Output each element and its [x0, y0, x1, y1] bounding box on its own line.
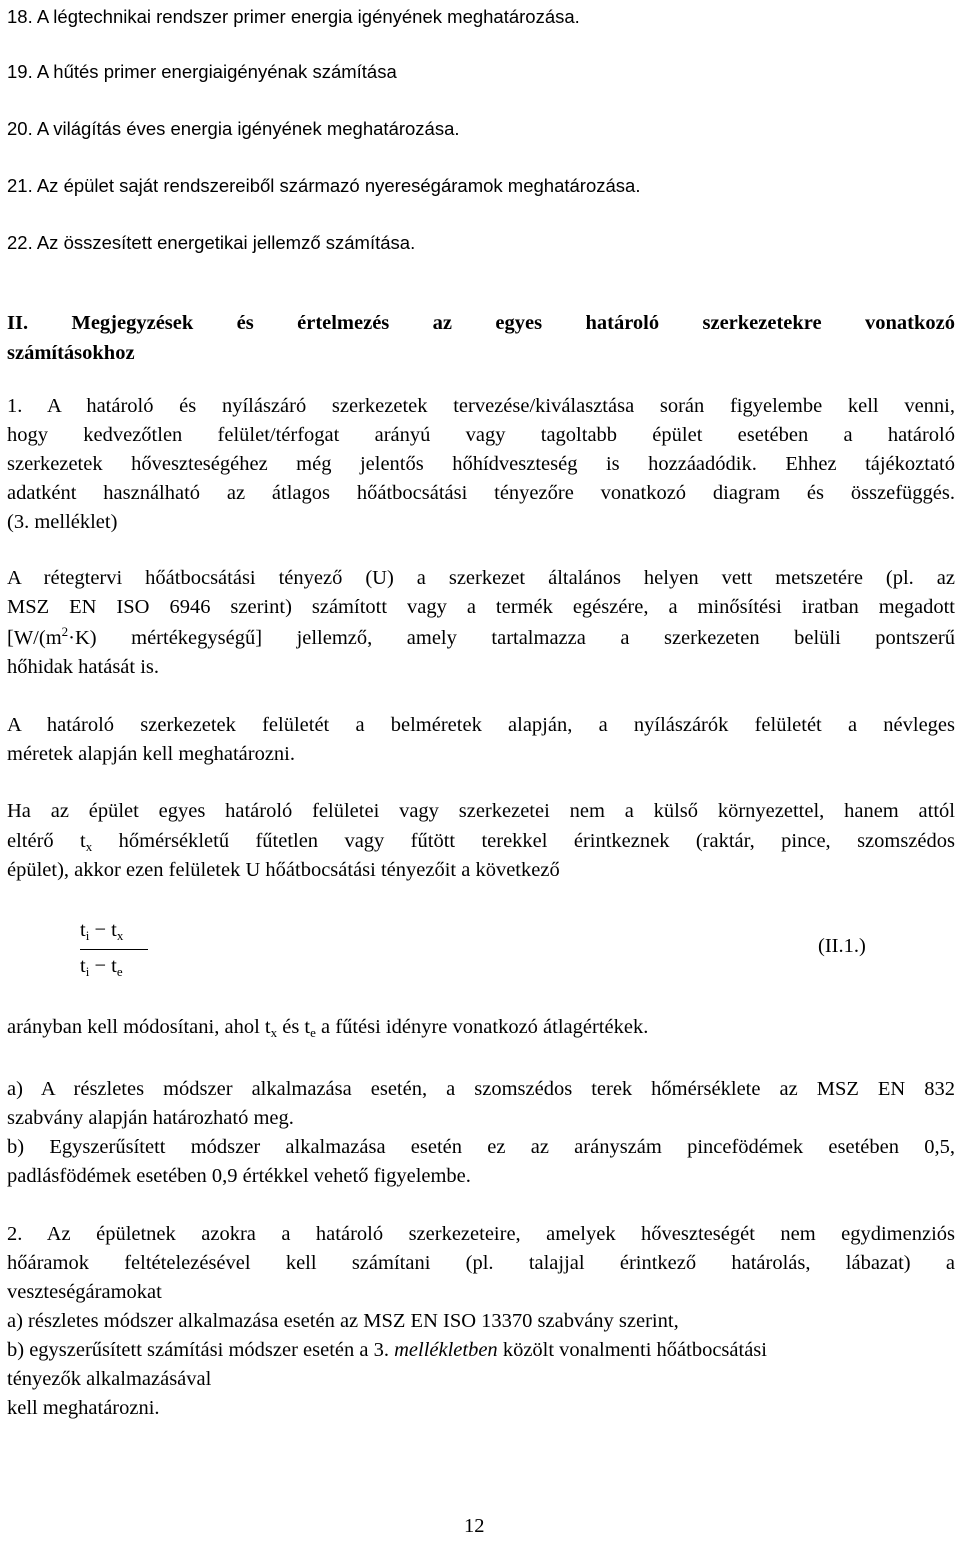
paragraph-6-line-2: szabvány alapján határozható meg. [7, 1107, 294, 1129]
paragraph-4-line-3: épület), akkor ezen felületek U hőátbocsátási tényezőit a következő [7, 859, 560, 881]
paragraph-3-line-2: méretek alapján kell meghatározni. [7, 743, 296, 765]
paragraph-4-line-1: Ha az épület egyes határoló felületei vagy szerkezetei nem a külső környezettel, hanem attól [7, 800, 955, 822]
unit-exponent: 2 [61, 624, 69, 639]
paragraph-4-line-2-rest: hőmérsékletű fűtetlen vagy fűtött terekkel érintkeznek (raktár, pince, szomszédos [92, 830, 955, 852]
equation-number: (II.1.) [818, 935, 866, 957]
subscript-e: e [310, 1025, 316, 1040]
paragraph-1-line-1: 1. A határoló és nyílászáró szerkezetek tervezése/kiválasztása során figyelembe kell venni, [7, 395, 955, 417]
paragraph-7-line-7: kell meghatározni. [7, 1397, 160, 1419]
formula-denominator: $t_i - t_e$ [80, 955, 123, 979]
section-heading-line-1: II. Megjegyzések és értelmezés az egyes határoló szerkezetekre vonatkozó [7, 312, 955, 334]
page-number: 12 [464, 1515, 485, 1537]
paragraph-7-line-5: b) egyszerűsített számítási módszer esetén a 3. mellékletben közölt vonalmenti hőátbocsátási [7, 1339, 767, 1361]
toc-item-19: 19. A hűtés primer energiaigényénak számítása [7, 61, 397, 82]
section-heading-line-2: számításokhoz [7, 342, 135, 364]
unit-open: [W/(m [7, 627, 62, 649]
toc-item-21: 21. Az épület saját rendszereiből származó nyereségáramok meghatározása. [7, 175, 641, 196]
paragraph-7-line-3: veszteségáramokat [7, 1281, 162, 1303]
paragraph-5: arányban kell módosítani, ahol $t_x$ és $t_e$ a fűtési idényre vonatkozó átlagértékek. [7, 1016, 649, 1040]
subscript-x: x [270, 1025, 278, 1040]
paragraph-1-line-5: (3. melléklet) [7, 511, 118, 533]
paragraph-1-line-4: adatként használható az átlagos hőátbocsátási tényezőre vonatkozó diagram és összefüggés. [7, 482, 955, 504]
toc-item-18: 18. A légtechnikai rendszer primer energia igényének meghatározása. [7, 6, 580, 27]
paragraph-2-line-3 [7, 624, 955, 653]
toc-item-22: 22. Az összesített energetikai jellemző számítása. [7, 232, 416, 253]
paragraph-7-line-1: 2. Az épületnek azokra a határoló szerkezeteire, amelyek hőveszteségét nem egydimenziós [7, 1223, 955, 1245]
paragraph-3-line-1: A határoló szerkezetek felületét a belméretek alapján, a nyílászárók felületét a névleges [7, 714, 955, 736]
paragraph-6-line-3: b) Egyszerűsített módszer alkalmazása esetén ez az arányszám pincefödémek esetében 0,5, [7, 1136, 955, 1158]
paragraph-4-line-2-start: eltérő t [7, 830, 86, 852]
formula-numerator: $t_i - t_x$ [80, 919, 124, 943]
toc-item-20: 20. A világítás éves energia igényének meghatározása. [7, 118, 460, 139]
paragraph-2-line-3-rest: ·K) mértékegységű] jellemző, amely tartalmazza a szerkezeten belüli pontszerű [68, 627, 955, 649]
italic-melleklet: mellékletben [394, 1339, 498, 1361]
paragraph-6-line-1: a) A részletes módszer alkalmazása esetén, a szomszédos terek hőmérséklete az MSZ EN 832 [7, 1078, 955, 1100]
fraction-bar [80, 949, 148, 950]
paragraph-1-line-2: hogy kedvezőtlen felület/térfogat arányú vagy tagoltabb épület esetében a határoló [7, 424, 955, 446]
paragraph-2-line-2: MSZ EN ISO 6946 szerint) számított vagy a termék egészére, a minősítési iratban megadott [7, 596, 955, 618]
paragraph-7-line-2: hőáramok feltételezésével kell számítani (pl. talajjal érintkező határolás, lábazat) a [7, 1252, 955, 1274]
paragraph-2-line-4: hőhidak hatását is. [7, 656, 160, 678]
paragraph-1-line-3: szerkezetek hőveszteségéhez még jelentős hőhídveszteség is hozzáadódik. Ehhez tájékoztató [7, 453, 955, 475]
paragraph-7-line-6: tényezők alkalmazásával [7, 1368, 212, 1390]
paragraph-4-line-2 [7, 827, 955, 856]
paragraph-6-line-4: padlásfödémek esetében 0,9 értékkel vehető figyelembe. [7, 1165, 471, 1187]
ratio-formula [80, 916, 160, 984]
paragraph-7-line-4: a) részletes módszer alkalmazása esetén az MSZ EN ISO 13370 szabvány szerint, [7, 1310, 679, 1332]
paragraph-2-line-1: A rétegtervi hőátbocsátási tényező (U) a szerkezet általános helyen vett metszetére (pl. az [7, 567, 955, 589]
subscript-x: x [85, 839, 93, 854]
